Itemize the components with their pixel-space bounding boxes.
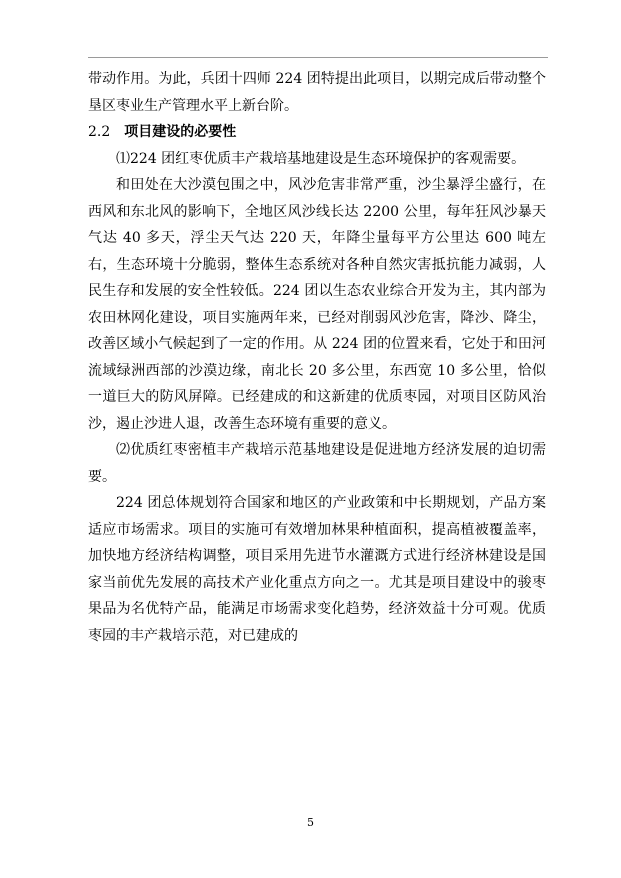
paragraph-hetian: 和田处在大沙漠包围之中，风沙危害非常严重，沙尘暴浮尘盛行，在西风和东北风的影响下，全地区风沙线长达 2200 公里，每年狂风沙暴天气达 40 多天，浮尘天气达 220 天，年降尘量每平方公里达 600 吨左右，生态环境十分脆弱，整体生态系统对各种自然灾害抵抗能力减弱，人民生存和发展的安全性较低。224 团以生态农业综合开发为主，其内部为农田林网化建设，项目实施两年来，已经对削弱风沙危害，降沙、降尘，改善区域小气候起到了一定的作用。从 224 团的位置来看，它处于和田河流域绿洲西部的沙漠边缘，南北长 20 多公里，东西宽 10 多公里，恰似一道巨大的防风屏障。已经建成的和这新建的优质枣园，对项目区防风治沙，遏止沙进人退，改善生态环境有重要的意义。 [88,177,546,432]
header-rule [88,57,548,58]
paragraph-continuation: 带动作用。为此，兵团十四师 224 团特提出此项目，以期完成后带动整个垦区枣业生产管理水平上新台阶。 [88,71,546,114]
section-title: 项目建设的必要性 [124,124,237,140]
paragraph-item-2: ⑵优质红枣密植丰产栽培示范基地建设是促进地方经济发展的迫切需要。 [88,442,546,485]
section-number: 2.2 [88,124,111,140]
page-number: 5 [307,816,314,829]
section-heading [88,119,546,146]
page-content [88,66,546,649]
paragraph-plan: 224 团总体规划符合国家和地区的产业政策和中长期规划，产品方案适应市场需求。项目的实施可有效增加林果种植面积，提高植被覆盖率，加快地方经济结构调整，项目采用先进节水灌溉方式进行经济林建设是国家当前优先发展的高技术产业化重点方向之一。尤其是项目建设中的骏枣果品为名优特产品，能满足市场需求变化趋势，经济效益十分可观。优质枣园的丰产栽培示范，对已建成的 [88,495,546,644]
paragraph-item-1: ⑴224 团红枣优质丰产栽培基地建设是生态环境保护的客观需要。 [116,150,526,167]
